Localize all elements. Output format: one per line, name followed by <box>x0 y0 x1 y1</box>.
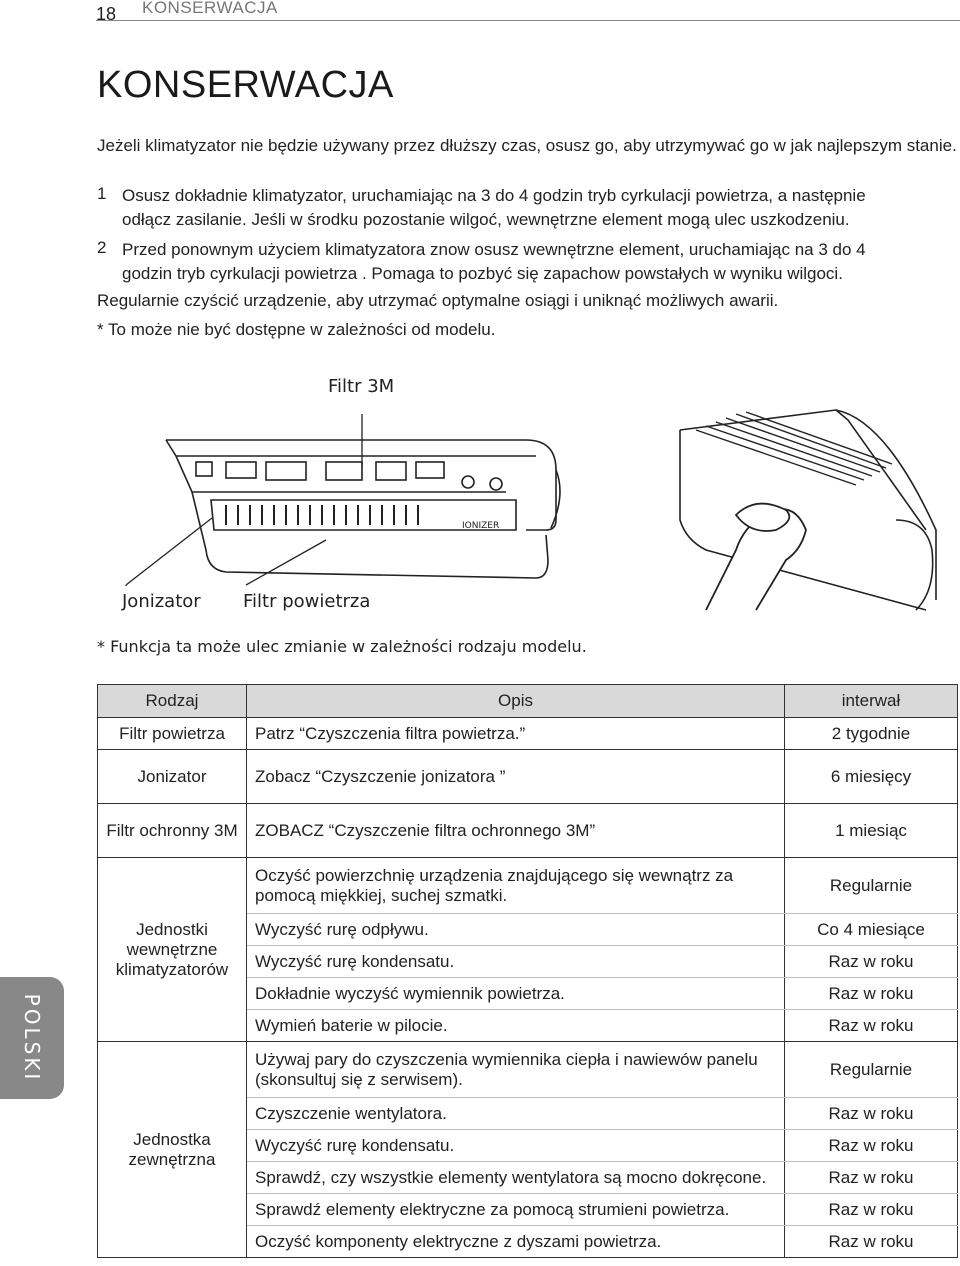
row-interval: Raz w roku <box>785 1226 958 1258</box>
row-description: Wyczyść rurę odpływu. <box>247 914 785 946</box>
row-description: Wyczyść rurę kondensatu. <box>247 1130 785 1162</box>
row-interval: Raz w roku <box>785 1010 958 1042</box>
row-description: Zobacz “Czyszczenie jonizatora ” <box>247 750 785 804</box>
row-description: ZOBACZ “Czyszczenie filtra ochronnego 3M” <box>247 804 785 858</box>
row-interval: Co 4 miesiące <box>785 914 958 946</box>
step-1-line-1: Osusz dokładnie klimatyzator, uruchamiając na 3 do 4 godzin tryb cyrkulacji powietrza, a następnie <box>122 186 866 205</box>
header-section-title: KONSERWACJA <box>136 0 284 18</box>
row-interval: 2 tygodnie <box>785 718 958 750</box>
step-number: 1 <box>97 184 107 203</box>
row-description: Używaj pary do czyszczenia wymiennika ciepła i nawiewów panelu (skonsultuj się z serwisem). <box>247 1042 785 1098</box>
row-description: Sprawdź elementy elektryczne za pomocą strumieni powietrza. <box>247 1194 785 1226</box>
row-type: Jonizator <box>98 750 247 804</box>
table-row <box>98 718 958 750</box>
row-interval: Raz w roku <box>785 1130 958 1162</box>
col-header-description: Opis <box>247 685 785 718</box>
row-type: Filtr powietrza <box>98 718 247 750</box>
row-interval: Raz w roku <box>785 978 958 1010</box>
regular-cleaning-note: Regularnie czyścić urządzenie, aby utrzymać optymalne osiągi i uniknąć możliwych awarii. <box>97 291 779 310</box>
row-description: Wymień baterie w pilocie. <box>247 1010 785 1042</box>
step-2-line-2: godzin tryb cyrkulacji powietrza . Pomaga to pozbyć się zapachow powstałych w wyniku wilgoci. <box>122 264 843 283</box>
figure-caption: * Funkcja ta może ulec zmianie w zależności rodzaju modelu. <box>97 637 587 656</box>
group-type-outdoor: Jednostka zewnętrzna <box>98 1042 247 1258</box>
air-conditioner-illustration <box>96 400 960 620</box>
label-jonizator: Jonizator <box>122 591 201 612</box>
label-filtr-3m: Filtr 3M <box>328 376 395 397</box>
step-number: 2 <box>97 238 107 257</box>
row-description: Dokładnie wyczyść wymiennik powietrza. <box>247 978 785 1010</box>
table-row <box>98 858 958 914</box>
page-number: 18 <box>96 4 117 24</box>
group-type-indoor: Jednostki wewnętrzne klimatyzatorów <box>98 858 247 1042</box>
label-filtr-powietrza: Filtr powietrza <box>243 591 371 612</box>
col-header-type: Rodzaj <box>98 685 247 718</box>
language-side-tab <box>0 977 64 1099</box>
table-row <box>98 804 958 858</box>
row-interval: 1 miesiąc <box>785 804 958 858</box>
row-description: Sprawdź, czy wszystkie elementy wentylatora są mocno dokręcone. <box>247 1162 785 1194</box>
model-availability-note: * To może nie być dostępne w zależności od modelu. <box>97 320 496 339</box>
step-2-line-1: Przed ponownym użyciem klimatyzatora znow osusz wewnętrzne element, uruchamiając na 3 do 4 <box>122 240 866 259</box>
row-interval: Raz w roku <box>785 1098 958 1130</box>
row-description: Czyszczenie wentylatora. <box>247 1098 785 1130</box>
row-type: Filtr ochronny 3M <box>98 804 247 858</box>
row-description: Patrz “Czyszczenia filtra powietrza.” <box>247 718 785 750</box>
row-interval: Regularnie <box>785 858 958 914</box>
indoor-unit-vents <box>226 505 418 525</box>
intro-paragraph: Jeżeli klimatyzator nie będzie używany przez dłuższy czas, osusz go, aby utrzymywać go w jak najlepszym stanie. <box>97 136 957 155</box>
table-row <box>98 1042 958 1098</box>
language-tab-label: POLSKI <box>20 993 44 1083</box>
ionizer-badge: IONIZER <box>462 521 500 531</box>
row-description: Oczyść powierzchnię urządzenia znajdującego się wewnątrz za pomocą miękkiej, suchej szmatki. <box>247 858 785 914</box>
step-1-line-2: odłącz zasilanie. Jeśli w środku pozostanie wilgoć, wewnętrzne element mogą ulec uszkodzeniu. <box>122 210 850 229</box>
row-interval: Regularnie <box>785 1042 958 1098</box>
row-description: Wyczyść rurę kondensatu. <box>247 946 785 978</box>
table-row <box>98 750 958 804</box>
row-description: Oczyść komponenty elektryczne z dyszami powietrza. <box>247 1226 785 1258</box>
page-title: KONSERWACJA <box>97 64 394 106</box>
table-header-row <box>98 685 958 718</box>
maintenance-table <box>97 684 958 1258</box>
row-interval: 6 miesięcy <box>785 750 958 804</box>
header-rule <box>96 20 960 21</box>
row-interval: Raz w roku <box>785 1194 958 1226</box>
row-interval: Raz w roku <box>785 946 958 978</box>
col-header-interval: interwał <box>785 685 958 718</box>
hand-with-cloth <box>706 504 806 610</box>
row-interval: Raz w roku <box>785 1162 958 1194</box>
